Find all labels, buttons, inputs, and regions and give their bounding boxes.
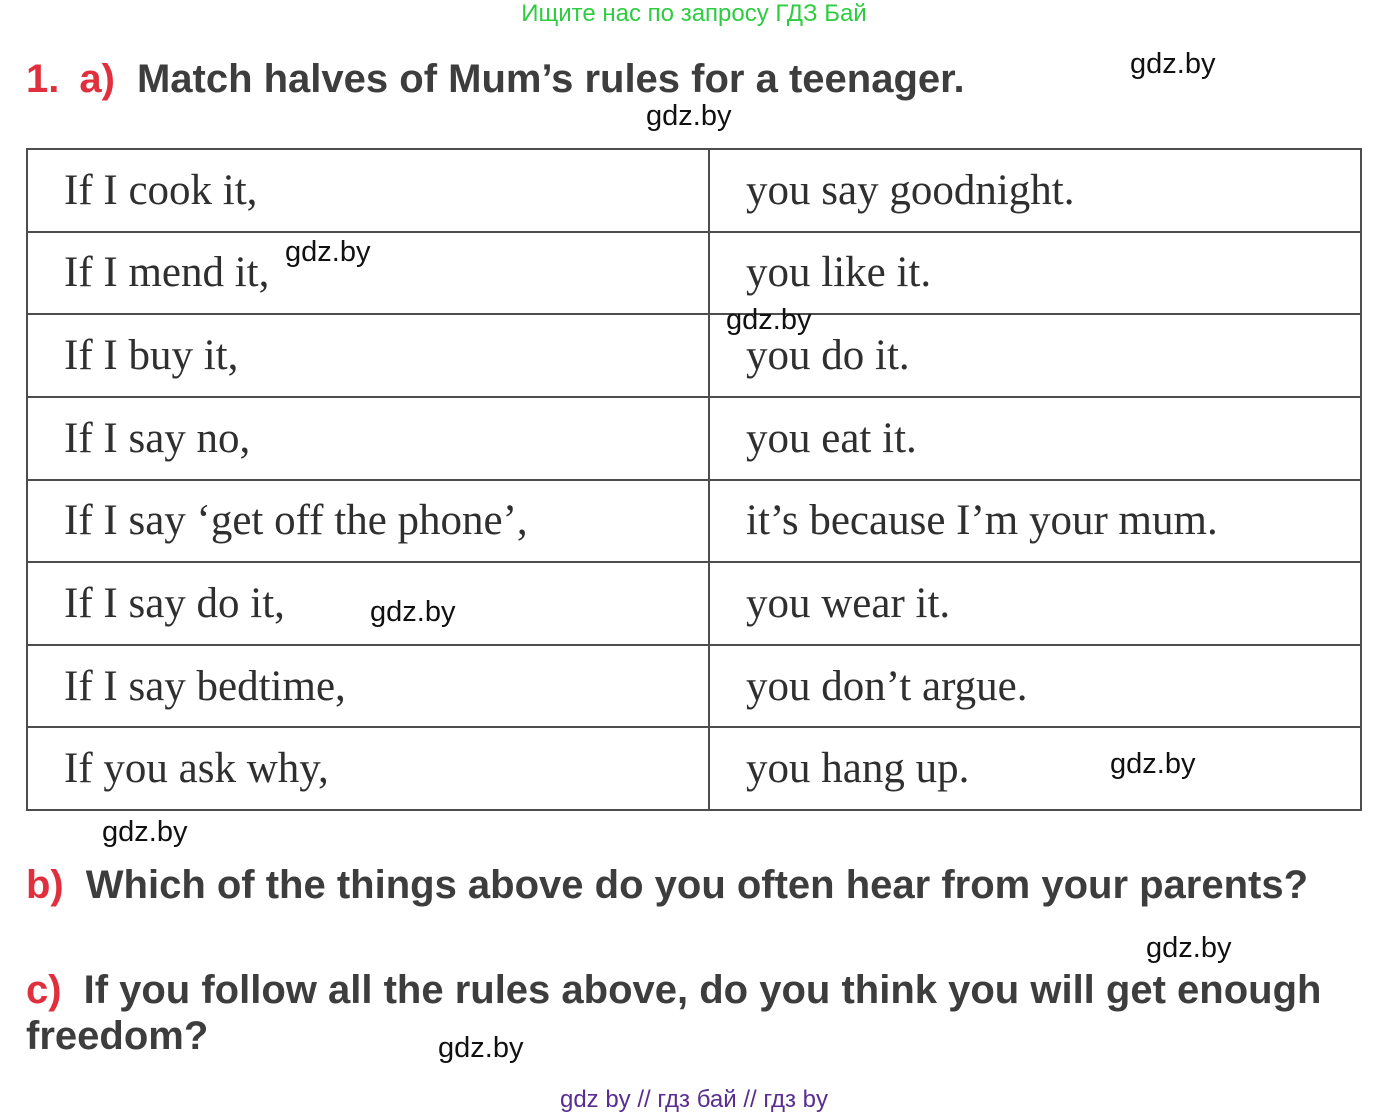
rule-first-half: If I say no, — [27, 397, 709, 480]
rule-second-half: you hang up. — [709, 727, 1361, 810]
watermark: gdz.by — [438, 1032, 524, 1064]
rule-second-half: you eat it. — [709, 397, 1361, 480]
task-a-text: Match halves of Mum’s rules for a teenager. — [136, 57, 965, 101]
watermark: gdz.by — [1146, 932, 1232, 964]
rule-second-half: you do it. — [709, 314, 1361, 397]
watermark: gdz.by — [1130, 48, 1216, 80]
rule-first-half: If I mend it, — [27, 232, 709, 315]
rule-first-half: If I cook it, — [27, 149, 709, 232]
task-number: 1. — [26, 57, 60, 101]
watermark: gdz.by — [285, 236, 371, 268]
rule-first-half: If I say bedtime, — [27, 645, 709, 728]
task-b-heading — [26, 862, 1308, 908]
task-a-heading — [26, 56, 965, 102]
task-b-text: Which of the things above do you often hear from your parents? — [85, 863, 1309, 907]
table-row — [27, 232, 1361, 315]
rules-table — [26, 148, 1362, 811]
rule-second-half: you say goodnight. — [709, 149, 1361, 232]
watermark: gdz.by — [102, 816, 188, 848]
table-row — [27, 397, 1361, 480]
rule-first-half: If you ask why, — [27, 727, 709, 810]
table-row — [27, 149, 1361, 232]
task-c-heading — [26, 967, 1366, 1059]
search-hint-banner: Ищите нас по запросу ГДЗ Бай — [521, 0, 867, 27]
rule-second-half: it’s because I’m your mum. — [709, 480, 1361, 563]
watermark: gdz.by — [646, 100, 732, 132]
task-a-letter: a) — [79, 57, 115, 101]
watermark: gdz.by — [726, 304, 812, 336]
table-row — [27, 314, 1361, 397]
rule-second-half: you don’t argue. — [709, 645, 1361, 728]
rule-second-half: you like it. — [709, 232, 1361, 315]
table-row — [27, 645, 1361, 728]
task-b-letter: b) — [26, 863, 64, 907]
rule-first-half: If I say ‘get off the phone’, — [27, 480, 709, 563]
watermark: gdz.by — [370, 596, 456, 628]
rule-first-half: If I say do it, — [27, 562, 709, 645]
rule-second-half: you wear it. — [709, 562, 1361, 645]
task-c-text: If you follow all the rules above, do you think you will get enough freedom? — [26, 968, 1322, 1058]
watermark: gdz.by — [1110, 748, 1196, 780]
task-c-letter: c) — [26, 968, 62, 1012]
rule-first-half: If I buy it, — [27, 314, 709, 397]
footer-links: gdz by // гдз бай // гдз by — [559, 1086, 829, 1113]
table-row — [27, 562, 1361, 645]
table-row — [27, 480, 1361, 563]
